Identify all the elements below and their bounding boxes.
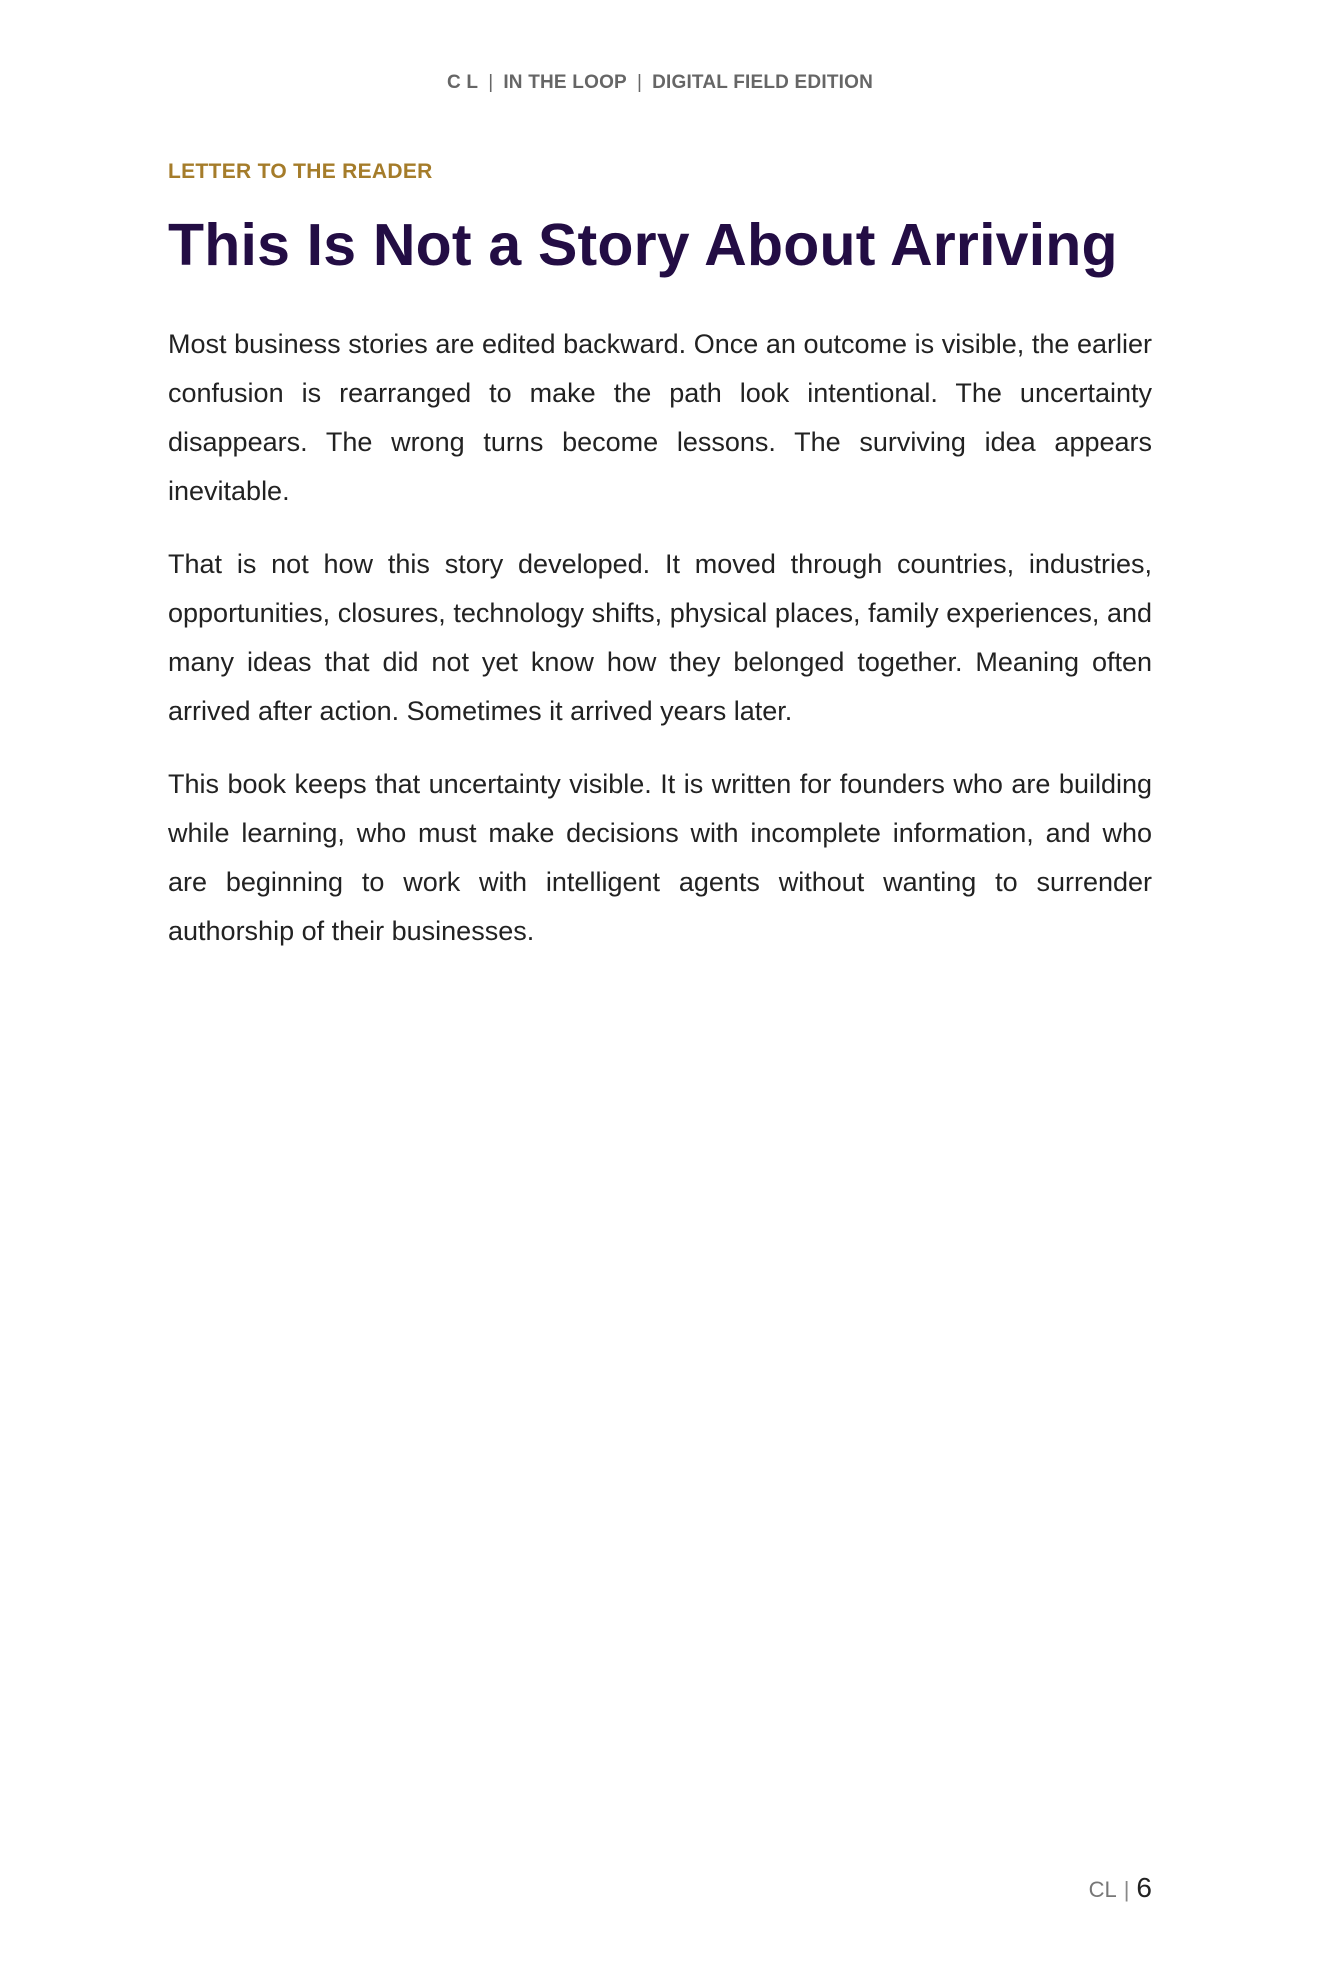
page-title: This Is Not a Story About Arriving: [168, 212, 1118, 278]
header-separator: |: [636, 72, 643, 93]
page-footer: [1089, 1872, 1152, 1904]
page-number: 6: [1136, 1872, 1152, 1903]
footer-separator: |: [1123, 1877, 1130, 1902]
footer-initials: CL: [1088, 1877, 1117, 1902]
section-kicker: LETTER TO THE READER: [168, 160, 433, 183]
page-content: [168, 160, 1152, 956]
header-separator: |: [488, 72, 494, 93]
header-initials: C L: [446, 72, 479, 93]
header-series: IN THE LOOP: [503, 72, 627, 93]
body-paragraph: That is not how this story developed. It moved through countries, industries, opportunities, closures, technology shifts, physical places, family experiences, and many ideas that did not yet know how they belonged together. Meaning often arrived after action. Sometimes it arrived years later.: [168, 549, 1152, 727]
body-paragraph: This book keeps that uncertainty visible. It is written for founders who are building while learning, who must make decisions with incomplete information, and who are beginning to work with intelligent agents without wanting to surrender authorship of their businesses.: [168, 769, 1152, 947]
body-paragraph: Most business stories are edited backward. Once an outcome is visible, the earlier confusion is rearranged to make the path look intentional. The uncertainty disappears. The wrong turns become lessons. The surviving idea appears inevitable.: [168, 329, 1152, 507]
header-edition: DIGITAL FIELD EDITION: [652, 72, 874, 93]
running-header: [0, 72, 1320, 94]
